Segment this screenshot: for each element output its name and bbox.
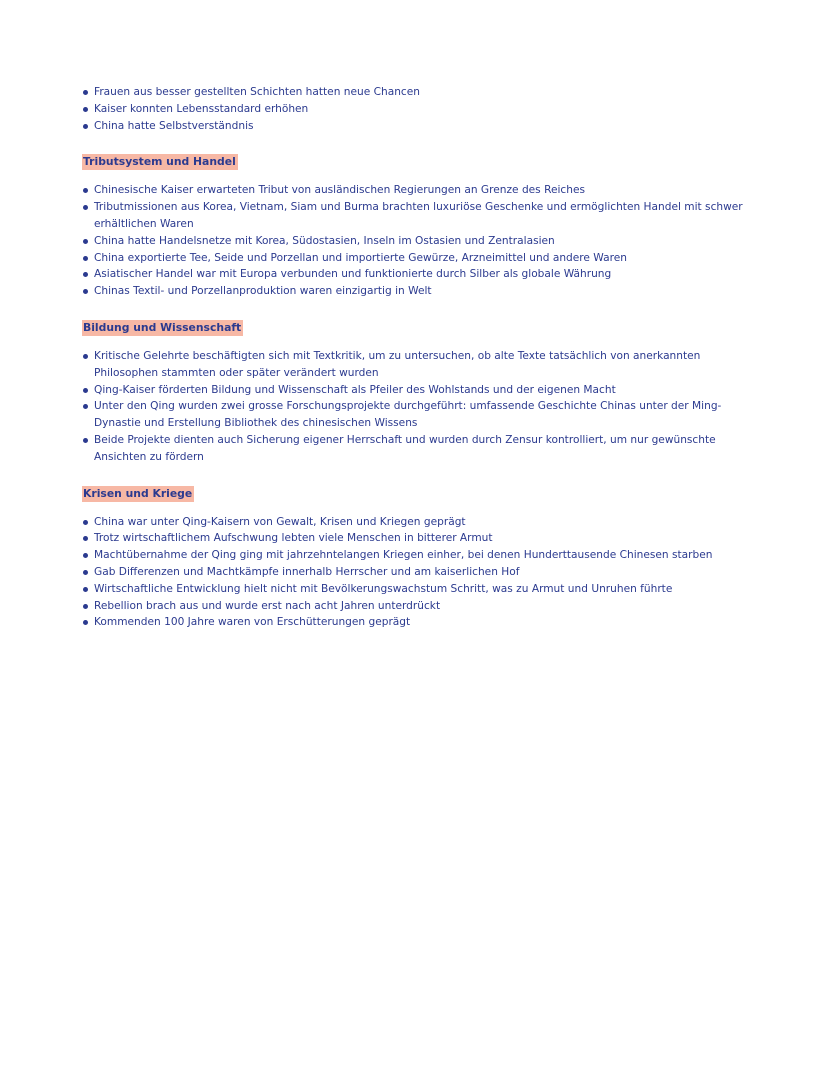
list-item: China exportierte Tee, Seide und Porzellan und importierte Gewürze, Arzneimittel und andere Waren xyxy=(82,250,748,267)
list-item: Qing-Kaiser förderten Bildung und Wissenschaft als Pfeiler des Wohlstands und der eigenen Macht xyxy=(82,382,748,399)
list-item: Kommenden 100 Jahre waren von Erschütterungen geprägt xyxy=(82,614,748,631)
list-item: China war unter Qing-Kaisern von Gewalt, Krisen und Kriegen geprägt xyxy=(82,514,748,531)
list-item: Wirtschaftliche Entwicklung hielt nicht mit Bevölkerungswachstum Schritt, was zu Armut und Unruhen führte xyxy=(82,581,748,598)
list-item: Frauen aus besser gestellten Schichten hatten neue Chancen xyxy=(82,84,748,101)
list-item: Asiatischer Handel war mit Europa verbunden und funktionierte durch Silber als globale Währung xyxy=(82,266,748,283)
section-heading-tributsystem: Tributsystem und Handel xyxy=(83,155,236,169)
list-item: Gab Differenzen und Machtkämpfe innerhalb Herrscher und am kaiserlichen Hof xyxy=(82,564,748,581)
list-item: Chinesische Kaiser erwarteten Tribut von ausländischen Regierungen an Grenze des Reiches xyxy=(82,182,748,199)
intro-bullet-list xyxy=(82,84,748,134)
list-item: Kaiser konnten Lebensstandard erhöhen xyxy=(82,101,748,118)
list-item: Unter den Qing wurden zwei grosse Forschungsprojekte durchgeführt: umfassende Geschichte Chinas unter der Ming-Dynastie und Erstellung Bibliothek des chinesischen Wissens xyxy=(82,398,748,432)
list-item: Rebellion brach aus und wurde erst nach acht Jahren unterdrückt xyxy=(82,598,748,615)
list-item: Chinas Textil- und Porzellanproduktion waren einzigartig in Welt xyxy=(82,283,748,300)
krisen-bullet-list xyxy=(82,514,748,632)
list-item: Trotz wirtschaftlichem Aufschwung lebten viele Menschen in bitterer Armut xyxy=(82,530,748,547)
bildung-bullet-list xyxy=(82,348,748,466)
list-item: Machtübernahme der Qing ging mit jahrzehntelangen Kriegen einher, bei denen Hunderttausende Chinesen starben xyxy=(82,547,748,564)
section-heading-wrap xyxy=(82,482,748,498)
list-item: China hatte Selbstverständnis xyxy=(82,118,748,135)
section-heading-bildung: Bildung und Wissenschaft xyxy=(83,320,242,334)
list-item: Beide Projekte dienten auch Sicherung eigener Herrschaft und wurden durch Zensur kontrolliert, um nur gewünschte Ansichten zu fördern xyxy=(82,432,748,466)
list-item: Tributmissionen aus Korea, Vietnam, Siam und Burma brachten luxuriöse Geschenke und ermöglichten Handel mit schwer erhältlichen Waren xyxy=(82,199,748,233)
section-heading-krisen: Krisen und Kriege xyxy=(83,486,193,500)
list-item: China hatte Handelsnetze mit Korea, Südostasien, Inseln im Ostasien und Zentralasien xyxy=(82,233,748,250)
tributsystem-bullet-list xyxy=(82,182,748,300)
section-heading-wrap xyxy=(82,150,748,169)
section-heading-wrap xyxy=(82,316,748,332)
list-item: Kritische Gelehrte beschäftigten sich mit Textkritik, um zu untersuchen, ob alte Texte tatsächlich von anerkannten Philosophen stammten oder später verändert wurden xyxy=(82,348,748,382)
